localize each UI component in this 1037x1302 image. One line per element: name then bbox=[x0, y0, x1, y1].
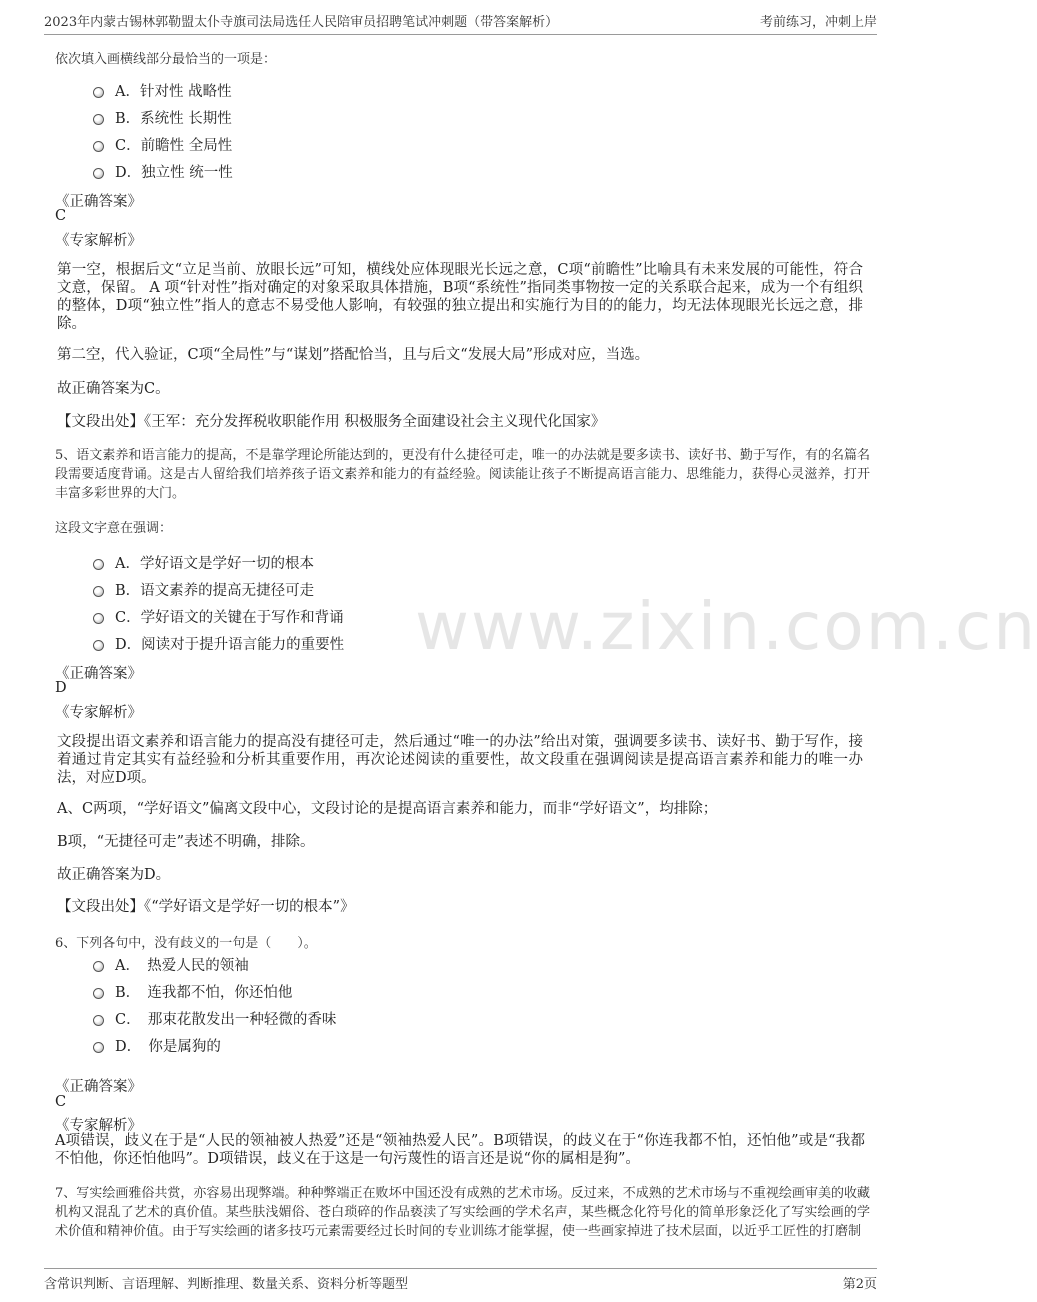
q6-option-b-radio[interactable] bbox=[93, 988, 104, 999]
q5-analysis-paragraph: A、C两项，“学好语文”偏离文段中心，文段讨论的是提高语言素养和能力，而非“学好语文”，均排除； bbox=[57, 801, 718, 817]
q4-option-b[interactable]: B．系统性 长期性 bbox=[115, 111, 232, 127]
q6-option-d[interactable]: D． 你是属狗的 bbox=[115, 1039, 221, 1055]
q4-option-b-radio[interactable] bbox=[93, 114, 104, 125]
page-number: 第2页 bbox=[842, 1277, 877, 1292]
page-header bbox=[44, 0, 877, 35]
q5-analysis-label: 《专家解析》 bbox=[55, 705, 142, 721]
footer-topics: 含常识判断、言语理解、判断推理、数量关系、资料分析等题型 bbox=[44, 1277, 409, 1292]
q6-analysis: A项错误，歧义在于是“人民的领袖被人热爱”还是“领袖热爱人民”。B项错误，的歧义在于“你连我都不怕，还怕他”或是“我都不怕他，你还怕他吗”。D项错误，歧义在于这是一句污蔑性的语言还是说“你的属相是狗”。 bbox=[55, 1133, 865, 1167]
q6-question-text: 6、下列各句中，没有歧义的一句是（ ）。 bbox=[55, 936, 317, 951]
q6-analysis-label: 《专家解析》 bbox=[55, 1118, 142, 1134]
q5-option-b[interactable]: B．语文素养的提高无捷径可走 bbox=[115, 583, 315, 599]
q5-option-a[interactable]: A．学好语文是学好一切的根本 bbox=[115, 556, 314, 572]
q4-option-a-radio[interactable] bbox=[93, 87, 104, 98]
q6-option-c[interactable]: C． 那束花散发出一种轻微的香味 bbox=[115, 1012, 337, 1028]
q5-option-a-radio[interactable] bbox=[93, 559, 104, 570]
q4-option-c-radio[interactable] bbox=[93, 141, 104, 152]
q5-analysis-paragraph: B项，“无捷径可走”表述不明确，排除。 bbox=[57, 834, 315, 850]
q4-option-d-radio[interactable] bbox=[93, 168, 104, 179]
q6-answer: C bbox=[55, 1094, 67, 1110]
q6-option-b[interactable]: B． 连我都不怕，你还怕他 bbox=[115, 985, 293, 1001]
q6-option-a[interactable]: A． 热爱人民的领袖 bbox=[115, 958, 249, 974]
q7-question-text: 7、写实绘画雅俗共赏，亦容易出现弊端。种种弊端正在败坏中国还没有成熟的艺术市场。反过来，不成熟的艺术市场与不重视绘画审美的收藏机构又混乱了艺术的真价值。某些肤浅媚俗、苍白琐碎的作品亵渎了写实绘画的学术名声，某些概念化符号化的简单形象泛化了写实绘画的学术价值和精神价值。由于写实绘画的诸多技巧元素需要经过长时间的专业训练才能掌握，使一些画家掉进了技术层面，以近乎工匠性的打磨制 bbox=[55, 1186, 870, 1239]
watermark: www.zixin.com.cn bbox=[415, 588, 1037, 665]
q5-analysis-paragraph: 文段提出语文素养和语言能力的提高没有捷径可走，然后通过“唯一的办法”给出对策，强调要多读书、读好书、勤于写作，接着通过肯定其实有益经验和分析其重要作用，再次论述阅读的重要性，故文段重在强调阅读是提高语言素养和能力的唯一办法，对应D项。 bbox=[57, 734, 863, 786]
q5-question-text: 5、语文素养和语言能力的提高，不是靠学理论所能达到的，更没有什么捷径可走，唯一的办法就是要多读书、读好书、勤于写作，有的名篇名段需要适度背诵。这是古人留给我们培养孩子语文素养和能力的有益经验。阅读能让孩子不断提高语言能力、思维能力，获得心灵滋养，打开丰富多彩世界的大门。 bbox=[55, 448, 870, 501]
q4-option-c[interactable]: C．前瞻性 全局性 bbox=[115, 138, 233, 154]
q4-option-d[interactable]: D．独立性 统一性 bbox=[115, 165, 233, 181]
q4-analysis-label: 《专家解析》 bbox=[55, 233, 142, 249]
document-title: 2023年内蒙古锡林郭勒盟太仆寺旗司法局选任人民陪审员招聘笔试冲刺题（带答案解析） bbox=[44, 15, 559, 30]
page-footer bbox=[44, 1268, 877, 1292]
q4-answer: C bbox=[55, 208, 67, 224]
q5-prompt: 这段文字意在强调： bbox=[55, 521, 173, 536]
q4-source: 【文段出处】《王军：充分发挥税收职能作用 积极服务全面建设社会主义现代化国家》 bbox=[57, 414, 606, 430]
q6-option-a-radio[interactable] bbox=[93, 961, 104, 972]
q5-analysis-conclusion: 故正确答案为D。 bbox=[57, 867, 171, 883]
q5-option-d[interactable]: D．阅读对于提升语言能力的重要性 bbox=[115, 637, 345, 653]
q6-option-d-radio[interactable] bbox=[93, 1042, 104, 1053]
q4-prompt: 依次填入画横线部分最恰当的一项是： bbox=[55, 52, 277, 67]
q5-option-d-radio[interactable] bbox=[93, 640, 104, 651]
q5-option-b-radio[interactable] bbox=[93, 586, 104, 597]
q4-option-a[interactable]: A．针对性 战略性 bbox=[115, 84, 232, 100]
header-slogan: 考前练习，冲刺上岸 bbox=[759, 15, 877, 30]
q6-answer-label: 《正确答案》 bbox=[55, 1079, 142, 1095]
q5-answer-label: 《正确答案》 bbox=[55, 666, 142, 682]
q5-source: 【文段出处】《“学好语文是学好一切的根本”》 bbox=[57, 899, 355, 915]
q5-answer: D bbox=[55, 680, 67, 696]
q4-analysis-paragraph: 第一空，根据后文“立足当前、放眼长远”可知，横线处应体现眼光长远之意，C项“前瞻性”比喻具有未来发展的可能性，符合文意，保留。 A 项“针对性”指对确定的对象采取具体措施，B项“系统性”指同类事物按一定的关系联合起来，成为一个有组织的整体，D项“独立性”指人的意志不易受他人影响，有较强的独立提出和实施行为目的的能力，均无法体现眼光长远之意，排除。 bbox=[57, 262, 863, 332]
q4-answer-label: 《正确答案》 bbox=[55, 194, 142, 210]
q4-analysis-conclusion: 故正确答案为C。 bbox=[57, 381, 170, 397]
q5-option-c[interactable]: C．学好语文的关键在于写作和背诵 bbox=[115, 610, 344, 626]
q6-option-c-radio[interactable] bbox=[93, 1015, 104, 1026]
q4-analysis-paragraph: 第二空，代入验证，C项“全局性”与“谋划”搭配恰当，且与后文“发展大局”形成对应，当选。 bbox=[57, 347, 650, 363]
q5-option-c-radio[interactable] bbox=[93, 613, 104, 624]
